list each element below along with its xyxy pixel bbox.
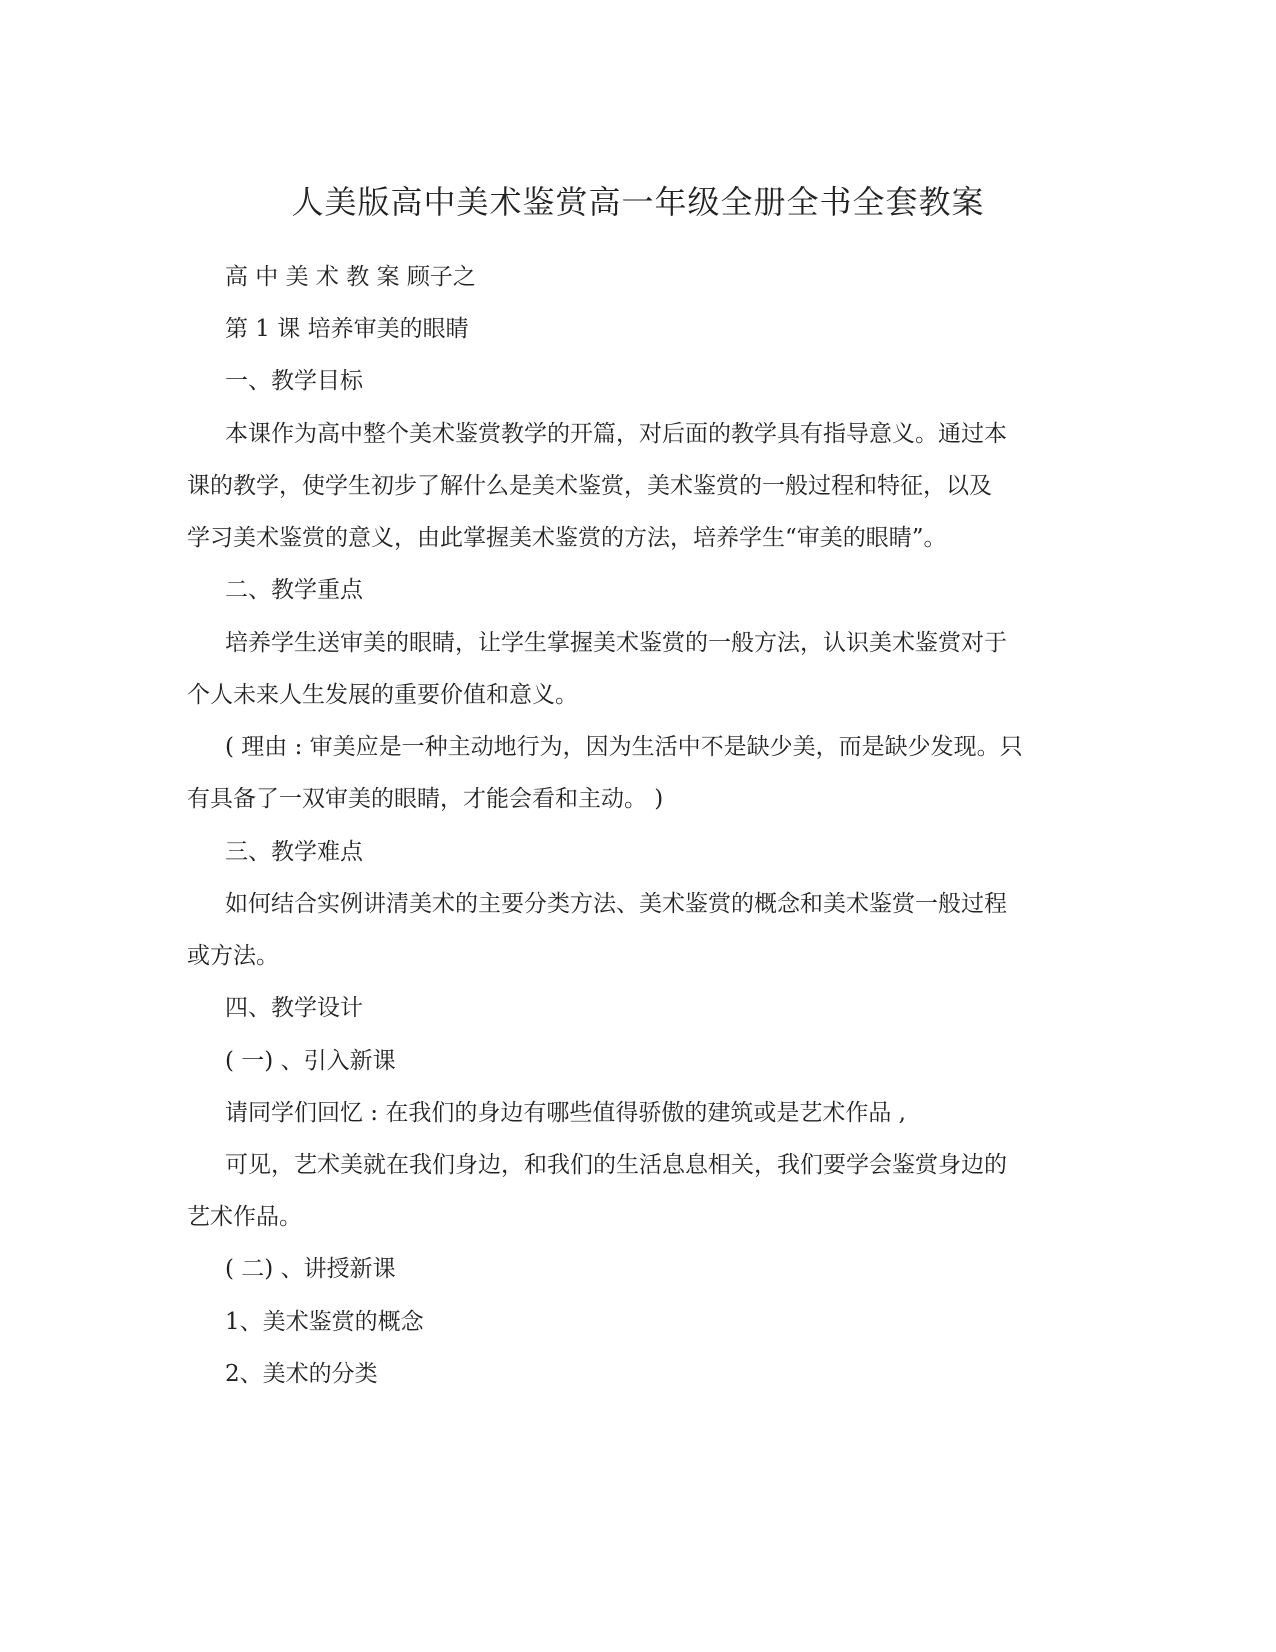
reason-line-1: ( 理由 : 审美应是一种主动地行为，因为生活中不是缺少美，而是缺少发现。只 bbox=[225, 734, 1023, 760]
reason-line-2: 有具备了一双审美的眼睛，才能会看和主动。 ) bbox=[187, 786, 664, 812]
design-heading: 四、教学设计 bbox=[225, 995, 363, 1021]
list-item-2: 2、美术的分类 bbox=[225, 1361, 378, 1387]
document-title: 人美版高中美术鉴赏高一年级全册全书全套教案 bbox=[291, 183, 985, 221]
objectives-paragraph-line-1: 本课作为高中整个美术鉴赏教学的开篇，对后面的教学具有指导意义。通过本 bbox=[225, 421, 1007, 447]
objectives-paragraph-line-2: 课的教学，使学生初步了解什么是美术鉴赏，美术鉴赏的一般过程和特征，以及 bbox=[187, 473, 992, 499]
lesson-title: 第 1 课 培养审美的眼睛 bbox=[225, 316, 469, 342]
key-points-heading: 二、教学重点 bbox=[225, 577, 363, 603]
difficulties-line-1: 如何结合实例讲清美术的主要分类方法、美术鉴赏的概念和美术鉴赏一般过程 bbox=[225, 891, 1007, 917]
author-line: 高 中 美 术 教 案 顾子之 bbox=[225, 264, 476, 290]
key-points-line-1: 培养学生送审美的眼睛，让学生掌握美术鉴赏的一般方法，认识美术鉴赏对于 bbox=[225, 630, 1007, 656]
teach-heading: ( 二) 、讲授新课 bbox=[225, 1256, 396, 1282]
objectives-paragraph-line-3: 学习美术鉴赏的意义，由此掌握美术鉴赏的方法，培养学生“审美的眼睛”。 bbox=[187, 525, 947, 551]
objectives-heading: 一、教学目标 bbox=[225, 368, 363, 394]
intro-heading: ( 一) 、引入新课 bbox=[225, 1048, 396, 1074]
intro-line-3: 艺术作品。 bbox=[187, 1204, 302, 1230]
key-points-line-2: 个人未来人生发展的重要价值和意义。 bbox=[187, 682, 578, 708]
intro-line-2: 可见，艺术美就在我们身边，和我们的生活息息相关，我们要学会鉴赏身边的 bbox=[225, 1152, 1007, 1178]
difficulties-line-2: 或方法。 bbox=[187, 943, 279, 969]
intro-line-1: 请同学们回忆 : 在我们的身边有哪些值得骄傲的建筑或是艺术作品 , bbox=[225, 1100, 906, 1126]
difficulties-heading: 三、教学难点 bbox=[225, 839, 363, 865]
list-item-1: 1、美术鉴赏的概念 bbox=[225, 1309, 424, 1335]
